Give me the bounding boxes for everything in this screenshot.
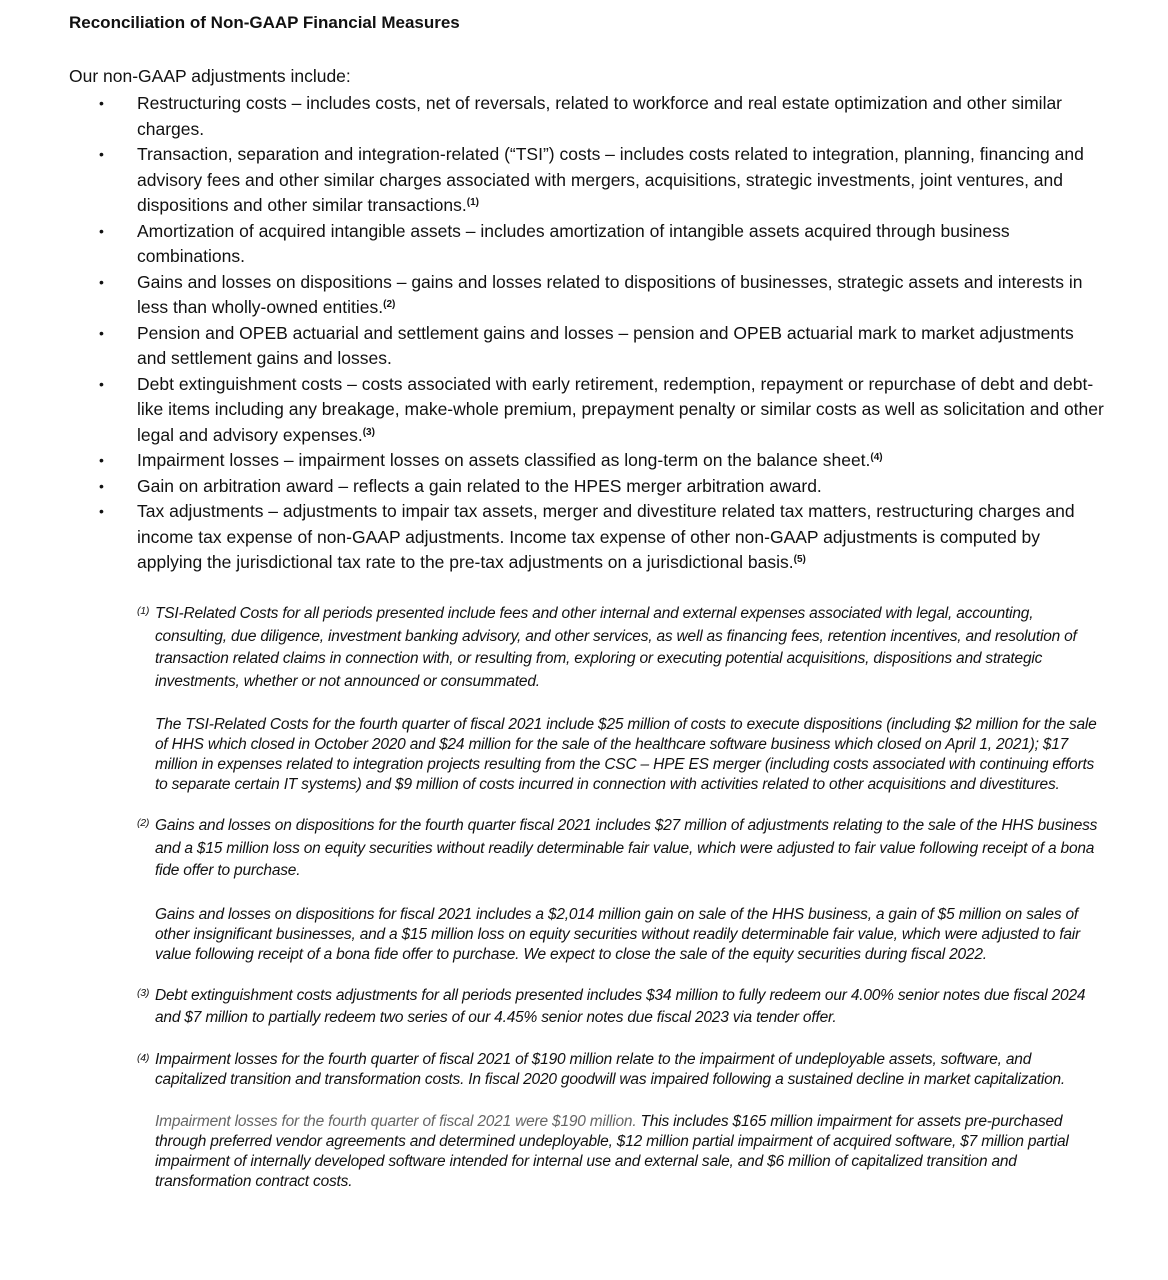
footnote-4 <box>0 1050 1168 1090</box>
intro-text: Our non-GAAP adjustments include: <box>69 66 351 86</box>
list-item-restructuring <box>0 91 1168 142</box>
list-item-debt-extinguishment <box>0 372 1168 449</box>
footnote-text: Debt extinguishment costs adjustments for all periods presented includes $34 million to fully redeem our 4.00% senior notes due fiscal 2024 and $7 million to partially redeem two series of our 4.45% senior notes due fiscal 2023 via tender offer. <box>155 986 1086 1026</box>
footnote-text: Impairment losses for the fourth quarter of fiscal 2021 of $190 million relate to the impairment of undeployable assets, software, and capitalized transition and transformation costs. In fiscal 2020 goodwill was impaired following a sustained decline in market capitalization. <box>155 1050 1066 1088</box>
list-item-text: Restructuring costs – includes costs, net of reversals, related to workforce and real estate optimization and other similar charges. <box>137 93 1063 139</box>
footnote-2 <box>0 815 1168 883</box>
footnote-2-detail <box>0 905 1168 965</box>
footnote-text: Gains and losses on dispositions for fiscal 2021 includes a $2,014 million gain on sale of the HHS business, a gain of $5 million on sales of other insignificant businesses, and a $15 million loss on equity securities without readily determinable fair value, which were adjusted to fair value following receipt of a bona fide offer to purchase. We expect to close the sale of the equity securities during fiscal 2022. <box>155 905 1080 963</box>
list-item-text: Amortization of acquired intangible assets – includes amortization of intangible assets acquired through business combinations. <box>137 220 1010 266</box>
footnote-text-lead: Impairment losses for the fourth quarter of fiscal 2021 were $190 million. <box>155 1112 637 1130</box>
list-item-text: Gain on arbitration award – reflects a gain related to the HPES merger arbitration award. <box>137 475 822 496</box>
page-title: Reconciliation of Non-GAAP Financial Measures <box>69 13 460 32</box>
list-item-tsi-costs <box>0 142 1168 219</box>
bullet-icon: • <box>99 146 104 162</box>
footnote-1-detail <box>0 715 1168 795</box>
list-item-pension <box>0 321 1168 372</box>
list-item-tax <box>0 499 1168 576</box>
footnote-marker: (2) <box>137 817 150 829</box>
list-item-text: Impairment losses – impairment losses on assets classified as long-term on the balance sheet. <box>137 450 871 470</box>
footnote-4-detail <box>0 1112 1168 1192</box>
footnotes-section <box>0 603 1168 1192</box>
list-item-impairment <box>0 448 1168 474</box>
footnote-ref[interactable]: (4) <box>870 452 883 463</box>
footnote-1 <box>0 603 1168 693</box>
list-item-text: Debt extinguishment costs – costs associated with early retirement, redemption, repayment or repurchase of debt and debt-like items including any breakage, make-whole premium, prepayment penalty or similar costs as well as solicitation and other legal and advisory expenses. <box>137 373 1104 445</box>
footnote-ref[interactable]: (2) <box>383 299 396 310</box>
footnote-marker: (3) <box>137 986 150 999</box>
bullet-icon: • <box>99 95 104 111</box>
footnote-text: TSI-Related Costs for all periods presented include fees and other internal and external expenses associated with legal, accounting, consulting, due diligence, investment banking advisory, and other services, as well as financing fees, retention incentives, and resolution of transaction related claims in connection with, or resulting from, exploring or executing potential acquisitions, dispositions and strategic investments, whether or not announced or consummated. <box>155 605 1077 690</box>
list-item-text: Transaction, separation and integration-related (“TSI”) costs – includes costs related to integration, planning, financing and advisory fees and other similar charges associated with mergers, acquisitions, strategic investments, joint ventures, and dispositions and other similar transactions. <box>137 144 1084 215</box>
list-item-text: Tax adjustments – adjustments to impair tax assets, merger and divestiture related tax matters, restructuring charges and income tax expense of non-GAAP adjustments. Income tax expense of other non-GAAP adjustments is computed by applying the jurisdictional tax rate to the pre-tax adjustments on a jurisdictional basis. <box>137 501 1075 572</box>
footnote-text: Gains and losses on dispositions for the fourth quarter fiscal 2021 includes $27 million of adjustments relating to the sale of the HHS business and a $15 million loss on equity securities without readily determinable fair value, which were adjusted to fair value following receipt of a bona fide offer to purchase. <box>155 817 1098 879</box>
footnote-marker: (1) <box>137 605 150 617</box>
footnote-text: The TSI-Related Costs for the fourth quarter of fiscal 2021 include $25 million of costs to execute dispositions (including $2 million for the sale of HHS which closed in October 2020 and $24 million for the sale of the healthcare software business which closed on April 1, 2021); $17 million in expenses related to integration projects resulting from the CSC – HPE ES merger (including costs associated with continuing efforts to separate certain IT systems) and $9 million of costs incurred in connection with activities related to other acquisitions and divestitures. <box>155 716 1097 793</box>
bullet-icon: • <box>99 375 104 392</box>
bullet-icon: • <box>99 477 104 494</box>
adjustments-list <box>0 91 1168 576</box>
footnote-ref[interactable]: (3) <box>362 426 375 438</box>
list-item-amortization <box>0 219 1168 270</box>
bullet-icon: • <box>99 324 104 341</box>
footnote-ref[interactable]: (1) <box>466 197 479 208</box>
footnote-text: This includes $165 million impairment for assets pre-purchased through preferred vendor agreements and determined undeployable, $12 million partial impairment of acquired software, $7 million partial impairment of internally developed software intended for internal use and external sale, and $6 million of capitalized transition and transformation contract costs. <box>155 1112 1069 1190</box>
bullet-icon: • <box>99 503 104 519</box>
footnote-ref[interactable]: (5) <box>793 554 806 565</box>
list-item-text: Gains and losses on dispositions – gains and losses related to dispositions of businesses, strategic assets and interests in less than wholly-owned entities. <box>137 271 1083 317</box>
bullet-icon: • <box>99 222 104 239</box>
footnote-marker: (4) <box>137 1051 150 1064</box>
list-item-text: Pension and OPEB actuarial and settlement gains and losses – pension and OPEB actuarial mark to market adjustments and settlement gains and losses. <box>137 322 1074 368</box>
footnote-3 <box>0 985 1168 1030</box>
list-item-arbitration <box>0 474 1168 500</box>
bullet-icon: • <box>99 452 104 468</box>
list-item-dispositions <box>0 270 1168 321</box>
bullet-icon: • <box>99 273 104 290</box>
